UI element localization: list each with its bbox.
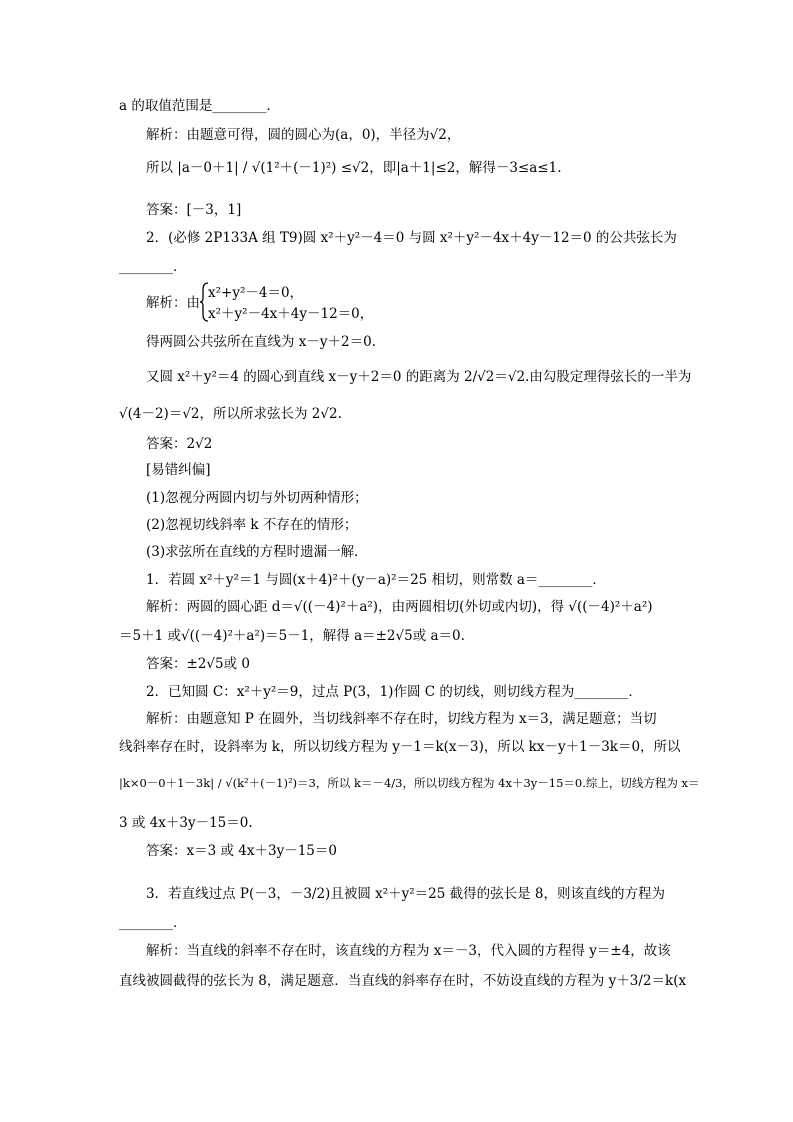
text-line: 线斜率存在时，设斜率为 k，所以切线方程为 y－1＝k(x－3)，所以 kx－y＋1－3k＝0，所以: [119, 739, 681, 755]
text-line: ________．: [119, 915, 187, 931]
text-line: 解析：由题意可得，圆的圆心为(a，0)，半径为√2，: [146, 127, 461, 143]
equation-line: x²＋y²－4x＋4y－12＝0，: [208, 306, 374, 322]
text-line: 得两圆公共弦所在直线为 x－y＋2＝0.: [146, 334, 377, 350]
section-heading: [易错纠偏]: [146, 462, 211, 478]
text-line: (3)求弦所在直线的方程时遗漏一解．: [146, 544, 368, 560]
text-line: 解析：由: [146, 295, 200, 311]
text-line: 3．若直线过点 P(－3，－3/2)且被圆 x²＋y²＝25 截得的弦长是 8，则该直线的方程为: [146, 886, 666, 902]
text-line: 解析：当直线的斜率不存在时，该直线的方程为 x＝－3，代入圆的方程得 y＝±4，故该: [146, 943, 671, 959]
text-line: a 的取值范围是________．: [119, 98, 280, 114]
text-line: 又圆 x²＋y²＝4 的圆心到直线 x－y＋2＝0 的距离为 2/√2＝√2.由勾股定理得弦长的一半为: [146, 369, 692, 385]
text-line: ＝5＋1 或√((－4)²＋a²)＝5－1，解得 a＝±2√5或 a＝0.: [119, 628, 465, 644]
text-line: 答案：[－3，1]: [146, 202, 242, 218]
text-line: (1)忽视分两圆内切与外切两种情形；: [146, 490, 368, 506]
text-line: 2．已知圆 C：x²＋y²＝9，过点 P(3，1)作圆 C 的切线，则切线方程为________．: [146, 684, 642, 700]
equation-line: x²+y²－4＝0，: [208, 285, 304, 301]
text-line: 所以 |a－0＋1| / √(1²＋(－1)²) ≤√2，即|a＋1|≤2，解得－3≤a≤1.: [146, 160, 562, 176]
text-line: 直线被圆截得的弦长为 8，满足题意．当直线的斜率存在时，不妨设直线的方程为 y＋3/2＝k(x: [119, 973, 687, 989]
text-line: √(4－2)＝√2，所以所求弦长为 2√2.: [119, 406, 342, 422]
text-line: 1．若圆 x²＋y²＝1 与圆(x＋4)²＋(y－a)²＝25 相切，则常数 a＝________．: [146, 572, 606, 588]
text-line: 解析：两圆的圆心距 d＝√((－4)²＋a²)，由两圆相切(外切或内切)，得 √((－4)²＋a²): [146, 599, 653, 615]
text-line: 解析：由题意知 P 在圆外，当切线斜率不存在时，切线方程为 x＝3，满足题意；当切: [146, 711, 657, 727]
text-line: ________．: [119, 259, 187, 275]
text-line: 答案：2√2: [146, 436, 213, 452]
text-line: 3 或 4x＋3y－15＝0.: [119, 815, 253, 831]
text-line: (2)忽视切线斜率 k 不存在的情形；: [146, 517, 358, 533]
text-line: |k×0－0＋1－3k| / √(k²＋(－1)²)＝3，所以 k＝－4/3，所以切线方程为 4x＋3y－15＝0.综上，切线方程为 x＝: [119, 776, 700, 790]
text-line: 答案：x＝3 或 4x＋3y－15＝0: [146, 843, 337, 859]
text-line: 答案：±2√5或 0: [146, 656, 250, 672]
text-line: 2．(必修 2P133A 组 T9)圆 x²＋y²－4＝0 与圆 x²＋y²－4x＋4y－12＝0 的公共弦长为: [146, 230, 677, 246]
